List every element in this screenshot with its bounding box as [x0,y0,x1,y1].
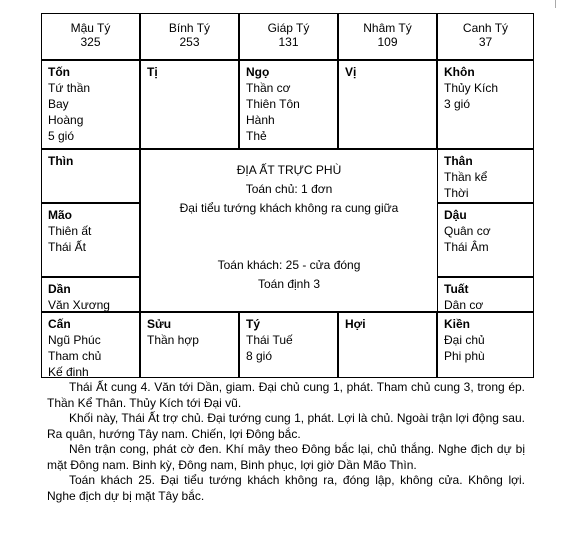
header-cell-giap-ty [239,13,338,60]
cell-hoi [338,312,437,378]
cell-title: Thân [444,154,473,168]
cell-title: Tý [246,317,261,331]
cell-line: Thái Tuế [246,333,293,347]
header-name: Mậu Tý [70,21,111,35]
cell-line: Văn Xương [48,298,110,312]
cell-line: Thần kể [444,170,488,184]
center-panel [140,149,438,312]
cell-line: Đại chủ [444,333,485,347]
cell-ty [239,312,338,378]
cell-vi [338,60,437,149]
cell-line: Kế định [48,365,89,379]
paragraph: Toán khách 25. Đại tiểu tướng khách không ra, đóng lập, không cửa. Không lợi. Nghe địch dự bị mặt Tây bắc. [47,473,525,503]
cell-title: Cấn [48,317,71,331]
cell-ngo [239,60,338,149]
cell-title: Mão [48,208,72,222]
cell-title: Vị [345,65,357,79]
cell-title: Tuất [444,282,469,296]
header-name: Nhâm Tý [363,21,412,35]
cell-line: Hành [246,113,275,127]
cell-line: 5 gió [48,129,75,143]
cell-kien [437,312,534,378]
header-value: 37 [478,35,493,49]
commentary-text [47,380,525,504]
paragraph: Khối này, Thái Ất trợ chủ. Đại tướng cung 1, phát. Lợi là chủ. Ngoài trận lợi động sau. Ra quân, hướng Tây nam. Chiến, lợi Đông bắc. [47,411,525,441]
cell-title: Kiền [444,317,471,331]
header-cell-mau-ty [41,13,140,60]
header-value: 109 [377,35,398,49]
thai-at-chart-grid [42,14,534,378]
cell-title: Sửu [147,317,172,331]
header-value: 325 [80,35,101,49]
cell-title: Tị [147,65,158,79]
cell-than [437,149,534,203]
header-value: 131 [278,35,299,49]
center-line: Đại tiểu tướng khách không ra cung giữa [179,201,399,215]
header-cell-canh-ty [437,13,534,60]
cell-line: Thời [444,186,469,200]
cell-title: Thìn [48,154,74,168]
cell-line: Quân cơ [444,224,491,238]
cell-dan [41,277,140,312]
cell-title: Dần [48,282,71,296]
cell-line: Thủy Kích [444,81,499,95]
cell-ton [41,60,140,149]
cell-line: 3 gió [444,97,471,111]
center-spacer [141,218,437,256]
cell-khon [437,60,534,149]
cell-line: Thẻ [246,129,267,143]
header-name: Giáp Tý [267,21,310,35]
cell-title: Tốn [48,65,70,79]
page-edge-mark [555,0,558,8]
cell-line: Tứ thần [48,81,91,95]
cell-line: Thái Ất [48,240,87,254]
cell-line: Thái Âm [444,240,489,254]
cell-line: Thần hợp [147,333,199,347]
paragraph: Nên trận cong, phát cờ đen. Khí mây theo Đông bắc lại, chủ thắng. Nghe địch dự bị mặt Đông nam. Binh kỳ, Đông nam, Binh phục, lợi giờ Dần Mão Thìn. [47,442,525,472]
header-cell-binh-ty [140,13,239,60]
center-line: Toán chủ: 1 đơn [245,182,333,196]
cell-dau [437,203,534,277]
cell-can [41,312,140,378]
cell-tuat [437,277,534,312]
center-line: Toán khách: 25 - cửa đóng [217,258,361,272]
cell-thin [41,149,140,203]
center-title: ĐỊA ẤT TRỰC PHÙ [236,163,342,177]
cell-line: 8 gió [246,349,273,363]
cell-line: Tham chủ [48,349,102,363]
cell-title: Ngọ [246,65,270,79]
cell-line: Hoàng [48,113,84,127]
header-name: Canh Tý [462,21,509,35]
cell-line: Bay [48,97,69,111]
cell-line: Thiên Tôn [246,97,300,111]
cell-line: Thiên ất [48,224,92,238]
cell-title: Khôn [444,65,475,79]
center-line: Toán định 3 [257,277,321,291]
cell-line: Ngũ Phúc [48,333,101,347]
cell-line: Thần cơ [246,81,291,95]
cell-line: Phi phù [444,349,485,363]
header-cell-nham-ty [338,13,437,60]
cell-suu [140,312,239,378]
cell-ti [140,60,239,149]
header-name: Bính Tý [168,21,211,35]
cell-title: Hợi [345,317,366,331]
cell-title: Dậu [444,208,467,222]
cell-mao [41,203,140,277]
cell-line: Dân cơ [444,298,484,312]
header-value: 253 [179,35,200,49]
paragraph: Thái Ất cung 4. Văn tới Dần, giam. Đại chủ cung 1, phát. Tham chủ cung 3, trong ép. Thần Kể Thân. Thủy Kích tới Đại vũ. [47,380,525,410]
